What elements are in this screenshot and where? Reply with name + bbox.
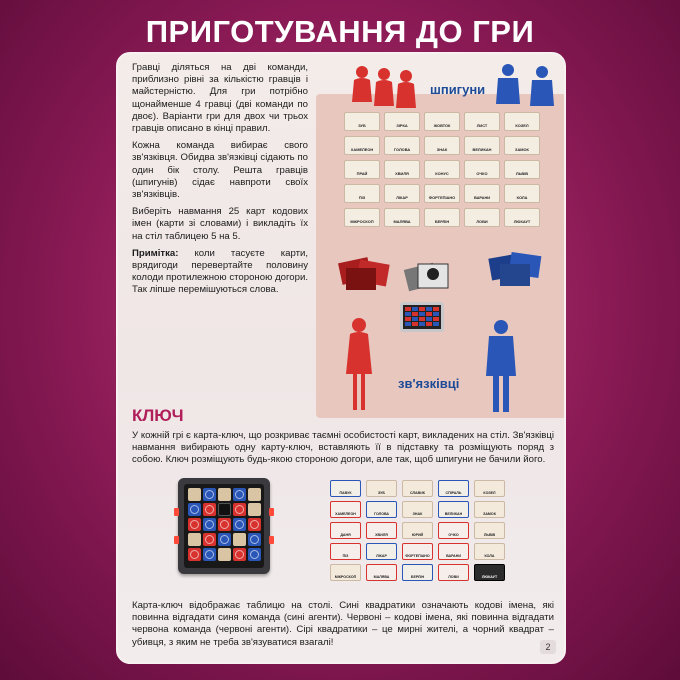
key-cell bbox=[218, 533, 231, 546]
code-name-card: ЗІРКА bbox=[384, 112, 420, 131]
revealed-card: ЛЬВІВ bbox=[474, 522, 505, 539]
key-cell bbox=[248, 488, 261, 501]
key-cell bbox=[203, 548, 216, 561]
revealed-card: ЗУБ bbox=[366, 480, 397, 497]
key-cell bbox=[203, 533, 216, 546]
key-cell bbox=[188, 533, 201, 546]
revealed-card: ПІЗ bbox=[330, 543, 361, 560]
led-indicator-icon bbox=[174, 536, 179, 544]
key-cell bbox=[188, 548, 201, 561]
led-indicator-icon bbox=[174, 508, 179, 516]
code-name-card: ЛЬВІВ bbox=[504, 160, 540, 179]
led-indicator-icon bbox=[269, 508, 274, 516]
code-name-card: ОЧКО bbox=[464, 160, 500, 179]
code-name-card: ХВИЛЯ bbox=[384, 160, 420, 179]
revealed-card: ЛОВИ bbox=[438, 564, 469, 581]
key-cell bbox=[248, 518, 261, 531]
key-section-text: У кожній грі є карта-ключ, що розкриває таємні особистості карт, викладених на стіл. Зв'язківці навмання вибирають одну карту-ключ, вставляють її в підставку та розміщують поряд з собою. Ключ розміщують будь-якою стороною догори, але так, щоб шпигуни не бачили його. bbox=[132, 430, 554, 466]
code-name-card: ЛЮКАУТ bbox=[504, 208, 540, 227]
revealed-card: ЮРИЙ bbox=[402, 522, 433, 539]
code-name-card: ЗУБ bbox=[344, 112, 380, 131]
key-card-device bbox=[178, 478, 270, 574]
revealed-card: ХАМЕЛЕОН bbox=[330, 501, 361, 518]
outro-text: Карта-ключ відображає таблицю на столі. Сині квадратики означають кодові імена, які повинна відгадати синя команда (сині агенти). Червоні – кодові імена, які повинна відгадати червона команда (червоні агенти). Сірі квадратики – це мирні жителі, а чорний квадрат – убивця, з яким не треба зв'язуватися взагалі! bbox=[132, 600, 554, 648]
key-cell bbox=[188, 503, 201, 516]
revealed-card: ПАВУК bbox=[330, 480, 361, 497]
note-text: коли тасуєте карти, врядигоди перевертайте половину колоди протилежною стороною догори. Так ліпше перемішуються слова. bbox=[132, 247, 308, 296]
code-name-card: ХАМЕЛЕОН bbox=[344, 136, 380, 155]
revealed-card: ГОЛОВА bbox=[366, 501, 397, 518]
key-cell bbox=[248, 533, 261, 546]
page-number: 2 bbox=[540, 640, 556, 654]
red-agents-cards-icon bbox=[336, 254, 394, 294]
blue-spies-icon bbox=[492, 62, 562, 114]
spymasters-label: зв'язківці bbox=[398, 376, 460, 391]
key-cell bbox=[203, 488, 216, 501]
code-name-card: ЗАМОК bbox=[504, 136, 540, 155]
content-panel bbox=[116, 52, 566, 664]
key-cell bbox=[188, 518, 201, 531]
revealed-card: СПІРАЛЬ bbox=[438, 480, 469, 497]
revealed-card: КОЗЕЛ bbox=[474, 480, 505, 497]
revealed-card: СЛАВИК bbox=[402, 480, 433, 497]
code-name-card: ГОЛОВА bbox=[384, 136, 420, 155]
key-cell bbox=[248, 503, 261, 516]
key-cell bbox=[248, 548, 261, 561]
key-cell bbox=[233, 533, 246, 546]
key-cell bbox=[233, 488, 246, 501]
red-spies-icon bbox=[350, 64, 422, 114]
spies-label: шпигуни bbox=[430, 82, 486, 97]
revealed-card: ВАРАНИ bbox=[438, 543, 469, 560]
blue-agents-cards-icon bbox=[486, 250, 544, 290]
revealed-card: МІКРОСКОП bbox=[330, 564, 361, 581]
key-cell bbox=[218, 503, 231, 516]
code-name-card: ВЕЛИКАН bbox=[464, 136, 500, 155]
code-name-card: ПРАЙ bbox=[344, 160, 380, 179]
key-cell bbox=[203, 518, 216, 531]
code-name-card: ЖОВТОК bbox=[424, 112, 460, 131]
revealed-card: ЗАМОК bbox=[474, 501, 505, 518]
revealed-cards-grid bbox=[330, 480, 510, 581]
revealed-card: ВЕЛИКАН bbox=[438, 501, 469, 518]
code-name-card: БЕРЛІН bbox=[424, 208, 460, 227]
key-cell bbox=[218, 518, 231, 531]
assassin-cards-icon bbox=[400, 258, 458, 298]
revealed-card: ЛЮКАУТ bbox=[474, 564, 505, 581]
revealed-card: КОЛА bbox=[474, 543, 505, 560]
key-cell bbox=[188, 488, 201, 501]
code-name-card: КОЛА bbox=[504, 184, 540, 203]
key-cell bbox=[218, 488, 231, 501]
code-name-card: ЛІКАР bbox=[384, 184, 420, 203]
revealed-card: ХВИЛЯ bbox=[366, 522, 397, 539]
code-name-card: ЗНАК bbox=[424, 136, 460, 155]
code-name-card: ФОРТЕПІАНО bbox=[424, 184, 460, 203]
intro-paragraph-3: Виберіть навмання 25 карт кодових імен (карти зі словами) і викладіть їх на стіл таблицею 5 на 5. bbox=[132, 206, 308, 242]
key-card-stand-icon bbox=[400, 302, 444, 332]
red-spymaster-icon bbox=[344, 316, 374, 412]
key-cell bbox=[233, 518, 246, 531]
key-cell bbox=[218, 548, 231, 561]
key-card-grid bbox=[184, 484, 264, 568]
revealed-card: ЗНАК bbox=[402, 501, 433, 518]
code-name-card: МАЛЯВА bbox=[384, 208, 420, 227]
key-cell bbox=[233, 548, 246, 561]
code-name-card: ЛОВИ bbox=[464, 208, 500, 227]
code-name-card: КОЗЕЛ bbox=[504, 112, 540, 131]
note-label: Примітка: bbox=[132, 247, 179, 259]
code-name-card: ПІЗ bbox=[344, 184, 380, 203]
intro-paragraph-2: Кожна команда вибирає свого зв'язківця. Обидва зв'язківці сідають по один бік столу. Решта гравців (шпигунів) сідає навпроти своїх зв'язківців. bbox=[132, 140, 308, 201]
code-name-card: МІКРОСКОП bbox=[344, 208, 380, 227]
intro-text bbox=[132, 62, 308, 302]
intro-note bbox=[132, 248, 308, 297]
code-name-card: КОНУС bbox=[424, 160, 460, 179]
key-cell bbox=[233, 503, 246, 516]
led-indicator-icon bbox=[269, 536, 274, 544]
revealed-card: ОЧКО bbox=[438, 522, 469, 539]
revealed-card: ЛІКАР bbox=[366, 543, 397, 560]
key-section-title: КЛЮЧ bbox=[132, 406, 184, 425]
intro-paragraph-1: Гравці діляться на дві команди, приблизно рівні за кількістю гравців і майстерністю. Для гри потрібно щонайменше 4 гравці (дві команди по двоє). Варіанти гри для двох чи трьох гравців описано в кінці правил. bbox=[132, 62, 308, 135]
revealed-card: МАЛЯВА bbox=[366, 564, 397, 581]
code-name-card: ВАРАНИ bbox=[464, 184, 500, 203]
code-name-card: ЛИСТ bbox=[464, 112, 500, 131]
revealed-card: БЕРЛІН bbox=[402, 564, 433, 581]
blue-spymaster-icon bbox=[484, 318, 518, 414]
revealed-card: ФОРТЕПІАНО bbox=[402, 543, 433, 560]
key-cell bbox=[203, 503, 216, 516]
revealed-card: ДАНЯ bbox=[330, 522, 361, 539]
page-title: ПРИГОТУВАННЯ ДО ГРИ bbox=[145, 14, 535, 49]
code-name-cards-grid bbox=[344, 112, 544, 227]
